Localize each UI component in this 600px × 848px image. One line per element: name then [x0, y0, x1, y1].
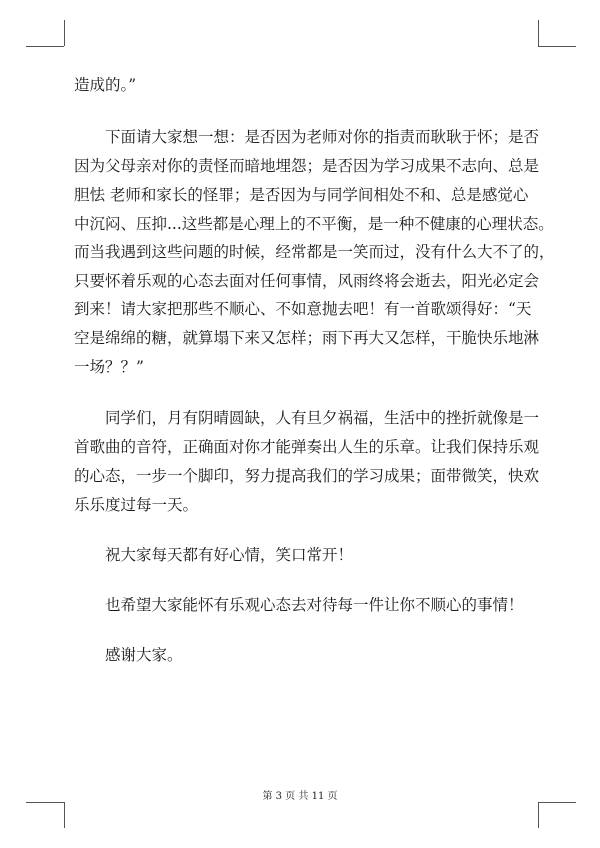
paragraph-2-line-4: 中沉闷、压抑...这些都是心理上的不平衡，是一种不健康的心理状态。	[74, 215, 554, 233]
paragraph-2-line-8: 空是绵绵的糖，就算塌下来又怎样；雨下再大又怎样，干脆快乐地淋	[74, 329, 540, 347]
paragraph-2-line-7: 到来！请大家把那些不顺心、不如意抛去吧！有一首歌颂得好：“天	[74, 300, 532, 318]
paragraph-4-line-1: 祝大家每天都有好心情，笑口常开！	[105, 546, 354, 564]
crop-mark-top-right-h	[538, 46, 576, 47]
page-number-footer: 第 3 页 共 11 页	[262, 791, 338, 802]
paragraph-3-line-4: 乐乐度过每一天。	[74, 496, 199, 514]
paragraph-2-line-1: 下面请大家想一想：是否因为老师对你的指责而耿耿于怀；是否	[105, 128, 540, 146]
crop-mark-top-left-h	[26, 46, 64, 47]
crop-mark-bottom-left-h	[26, 802, 64, 803]
paragraph-1-line-1: 造成的。”	[74, 76, 137, 94]
paragraph-2-line-3: 胆怯 老师和家长的怪罪；是否因为与同学间相处不和、总是感觉心	[74, 186, 529, 204]
paragraph-3-line-3: 的心态，一步一个脚印，努力提高我们的学习成果；面带微笑，快欢	[74, 467, 540, 485]
paragraph-2-line-5: 而当我遇到这些问题的时候，经常都是一笑而过，没有什么大不了的，	[74, 243, 555, 261]
paragraph-3-line-1: 同学们，月有阴晴圆缺，人有旦夕祸福，生活中的挫折就像是一	[105, 409, 540, 427]
paragraph-2-line-2: 因为父母亲对你的责怪而暗地埋怨；是否因为学习成果不志向、总是	[74, 157, 540, 175]
crop-mark-top-left-v	[64, 20, 65, 46]
paragraph-6-line-1: 感谢大家。	[105, 646, 183, 664]
paragraph-5-line-1: 也希望大家能怀有乐观心态去对待每一件让你不顺心的事情！	[105, 596, 524, 614]
paragraph-3-line-2: 首歌曲的音符，正确面对你才能弹奏出人生的乐章。让我们保持乐观	[74, 438, 540, 456]
crop-mark-bottom-left-v	[64, 802, 65, 828]
paragraph-2-line-6: 只要怀着乐观的心态去面对任何事情，风雨终将会逝去，阳光必定会	[74, 272, 540, 290]
crop-mark-bottom-right-v	[538, 802, 539, 828]
paragraph-2-line-9: 一场？？”	[74, 358, 144, 376]
crop-mark-bottom-right-h	[538, 802, 576, 803]
crop-mark-top-right-v	[538, 20, 539, 46]
